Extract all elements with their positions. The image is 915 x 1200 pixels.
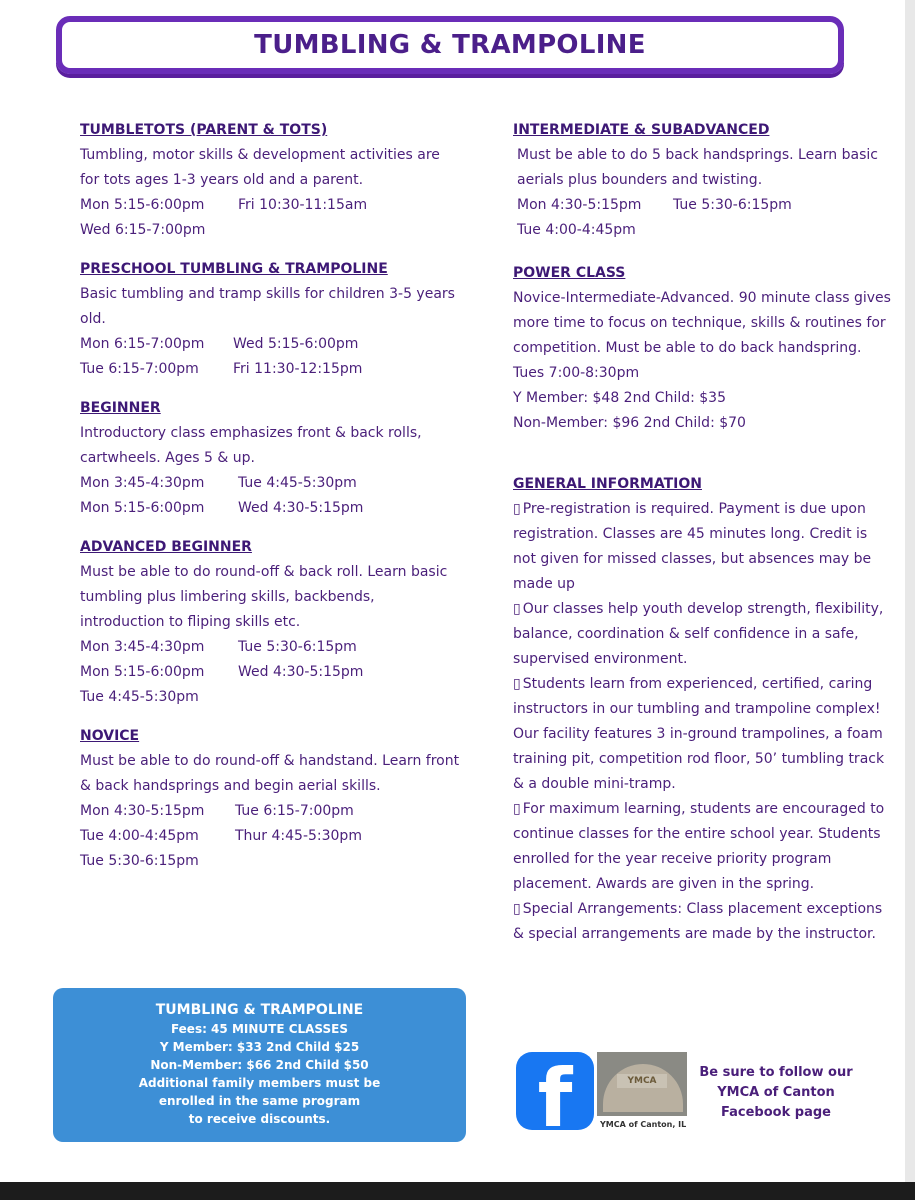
fees-note: enrolled in the same program — [158, 1094, 361, 1108]
facebook-icon[interactable]: f — [516, 1052, 594, 1130]
section-description: Must be able to do 5 back handsprings. Learn basic aerials plus bounders and twisting. — [517, 147, 878, 188]
schedule-time: Mon 3:45-4:30pm — [80, 639, 205, 655]
fees-nonmember: Non-Member: $66 2nd Child $50 — [150, 1058, 369, 1072]
schedule — [80, 193, 460, 243]
section-heading: INTERMEDIATE & SUBADVANCED — [513, 122, 770, 138]
power-class-nonmember-price: Non-Member: $96 2nd Child: $70 — [513, 415, 746, 431]
info-item: ▯ Pre-registration is required. Payment is due upon registration. Classes are 45 minutes long. Credit is not given for missed classes, but absences may be made up — [513, 497, 893, 597]
info-item: ▯ Students learn from experienced, certified, caring instructors in our tumbling and trampoline complex! Our facility features 3 in-ground trampolines, a foam training pit, competition rod floor, 50’ tumbling track & a double mini-tramp. — [513, 672, 893, 797]
section-heading: GENERAL INFORMATION — [513, 476, 702, 492]
fees-note: Additional family members must be — [138, 1076, 381, 1090]
schedule-time: Mon 5:15-6:00pm — [80, 197, 205, 213]
section-description: Basic tumbling and tramp skills for children 3-5 years old. — [80, 286, 455, 327]
follow-line: Facebook page — [721, 1105, 831, 1120]
schedule-time: Tue 4:45-5:30pm — [80, 689, 199, 705]
schedule-time: Wed 6:15-7:00pm — [80, 222, 206, 238]
schedule-time: Mon 5:15-6:00pm — [80, 500, 205, 516]
left-column — [80, 118, 460, 888]
schedule-time: Wed 5:15-6:00pm — [233, 336, 359, 352]
schedule-time: Fri 10:30-11:15am — [238, 197, 368, 213]
class-section — [80, 396, 460, 521]
photo-caption: YMCA of Canton, IL — [600, 1120, 687, 1129]
section-heading: PRESCHOOL TUMBLING & TRAMPOLINE — [80, 261, 388, 277]
bottom-bar — [0, 1182, 915, 1200]
power-class-time: Tues 7:00-8:30pm — [513, 365, 640, 381]
info-item: ▯ Special Arrangements: Class placement exceptions & special arrangements are made by the instructor. — [513, 897, 893, 947]
section-description: Introductory class emphasizes front & back rolls, cartwheels. Ages 5 & up. — [80, 425, 422, 466]
schedule — [80, 635, 460, 710]
section-description: Novice-Intermediate-Advanced. 90 minute class gives more time to focus on technique, skills & routines for competition. Must be able to do back handspring. — [513, 290, 891, 356]
page-title: TUMBLING & TRAMPOLINE — [254, 30, 646, 60]
power-class-member-price: Y Member: $48 2nd Child: $35 — [513, 390, 727, 406]
fees-box — [53, 988, 466, 1142]
schedule-time: Tue 4:00-4:45pm — [80, 828, 199, 844]
schedule — [80, 799, 460, 874]
section-heading: NOVICE — [80, 728, 140, 744]
schedule — [80, 471, 460, 521]
right-column — [513, 118, 893, 961]
fees-note: to receive discounts. — [188, 1112, 331, 1126]
schedule — [513, 193, 893, 243]
info-item: ▯ For maximum learning, students are encouraged to continue classes for the entire school year. Students enrolled for the year receive priority program placement. Awards are given in the spring. — [513, 797, 893, 897]
section-heading: POWER CLASS — [513, 265, 626, 281]
schedule-time: Tue 5:30-6:15pm — [673, 197, 792, 213]
ymca-building-photo — [597, 1052, 687, 1116]
ymca-sign: YMCA — [617, 1074, 667, 1088]
schedule-time: Mon 3:45-4:30pm — [80, 475, 205, 491]
schedule-time: Mon 6:15-7:00pm — [80, 336, 205, 352]
power-class-section — [513, 261, 893, 436]
section-heading: BEGINNER — [80, 400, 161, 416]
schedule-time: Fri 11:30-12:15pm — [233, 361, 363, 377]
page-edge — [905, 0, 915, 1200]
class-section — [513, 118, 893, 243]
schedule-time: Tue 4:00-4:45pm — [517, 222, 636, 238]
schedule-time: Thur 4:45-5:30pm — [235, 828, 362, 844]
info-item: ▯ Our classes help youth develop strength, flexibility, balance, coordination & self confidence in a safe, supervised environment. — [513, 597, 893, 672]
schedule-time: Mon 4:30-5:15pm — [80, 803, 205, 819]
section-description: Must be able to do round-off & handstand. Learn front & back handsprings and begin aerial skills. — [80, 753, 460, 794]
schedule — [80, 332, 460, 382]
section-heading: ADVANCED BEGINNER — [80, 539, 252, 555]
class-section — [80, 118, 460, 243]
section-description: Must be able to do round-off & back roll. Learn basic tumbling plus limbering skills, backbends, introduction to fliping skills etc. — [80, 564, 448, 630]
building-shape — [603, 1064, 683, 1112]
schedule-time: Tue 6:15-7:00pm — [235, 803, 354, 819]
fees-label: Fees: 45 MINUTE CLASSES — [170, 1022, 349, 1036]
class-section — [80, 535, 460, 710]
section-description: Tumbling, motor skills & development activities are for tots ages 1-3 years old and a parent. — [80, 147, 440, 188]
schedule-time: Wed 4:30-5:15pm — [238, 664, 364, 680]
class-section — [80, 257, 460, 382]
fees-title: TUMBLING & TRAMPOLINE — [155, 1002, 364, 1018]
schedule-time: Mon 5:15-6:00pm — [80, 664, 205, 680]
schedule-time: Wed 4:30-5:15pm — [238, 500, 364, 516]
fees-member: Y Member: $33 2nd Child $25 — [159, 1040, 360, 1054]
schedule-time: Tue 4:45-5:30pm — [238, 475, 357, 491]
schedule-time: Tue 6:15-7:00pm — [80, 361, 199, 377]
title-banner — [56, 16, 844, 74]
schedule-time: Tue 5:30-6:15pm — [80, 853, 199, 869]
follow-line: Be sure to follow our — [699, 1065, 853, 1080]
section-heading: TUMBLETOTS (PARENT & TOTS) — [80, 122, 328, 138]
schedule-time: Tue 5:30-6:15pm — [238, 639, 357, 655]
schedule-time: Mon 4:30-5:15pm — [517, 197, 642, 213]
follow-message — [698, 1063, 854, 1123]
general-info-section — [513, 472, 893, 947]
follow-line: YMCA of Canton — [717, 1085, 835, 1100]
class-section — [80, 724, 460, 874]
